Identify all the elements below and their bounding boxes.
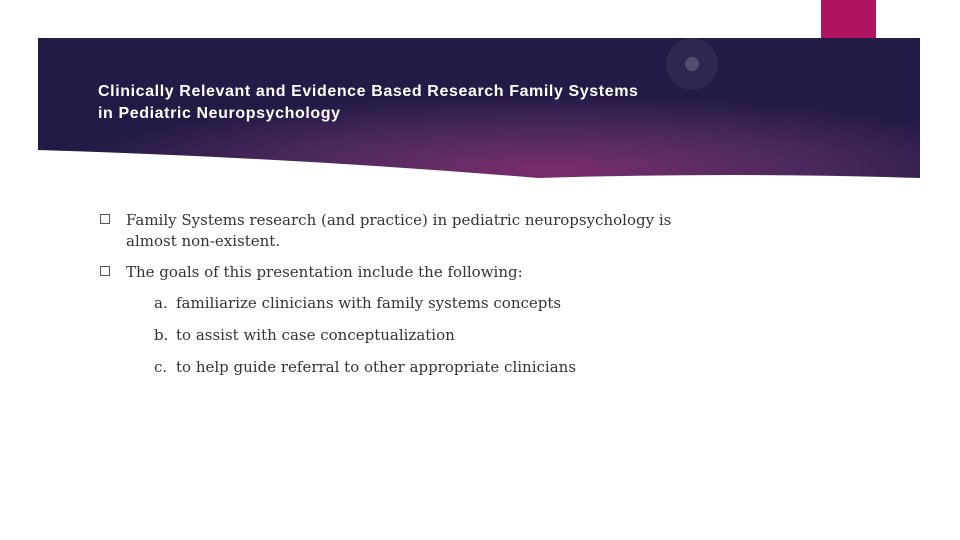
- slide-title: [98, 81, 798, 125]
- sub-item-c: [154, 357, 800, 378]
- goals-sub-list: [126, 293, 800, 378]
- bullet-1-line-1: Family Systems research (and practice) in pediatric neuropsychology is: [126, 211, 672, 229]
- slide-title-line-2: in Pediatric Neuropsychology: [98, 105, 341, 122]
- sub-item-text: familiarize clinicians with family systems concepts: [176, 294, 562, 312]
- sub-item-marker: b.: [154, 326, 169, 344]
- bullet-item-1: [100, 210, 800, 252]
- bullet-2-line-1: The goals of this presentation include the following:: [126, 263, 523, 281]
- sub-item-marker: a.: [154, 294, 168, 312]
- hollow-square-icon: [100, 266, 110, 276]
- sub-item-text: to help guide referral to other appropriate clinicians: [176, 358, 577, 376]
- sub-item-a: [154, 293, 800, 314]
- sub-item-marker: c.: [154, 358, 168, 376]
- slide-title-line-1: Clinically Relevant and Evidence Based Research Family Systems: [98, 83, 639, 100]
- bullet-list: [100, 210, 800, 378]
- sub-item-text: to assist with case conceptualization: [176, 326, 455, 344]
- sub-item-b: [154, 325, 800, 346]
- bullet-item-2: [100, 262, 800, 378]
- bullet-1-line-2: almost non-existent.: [126, 232, 281, 250]
- hollow-square-icon: [100, 214, 110, 224]
